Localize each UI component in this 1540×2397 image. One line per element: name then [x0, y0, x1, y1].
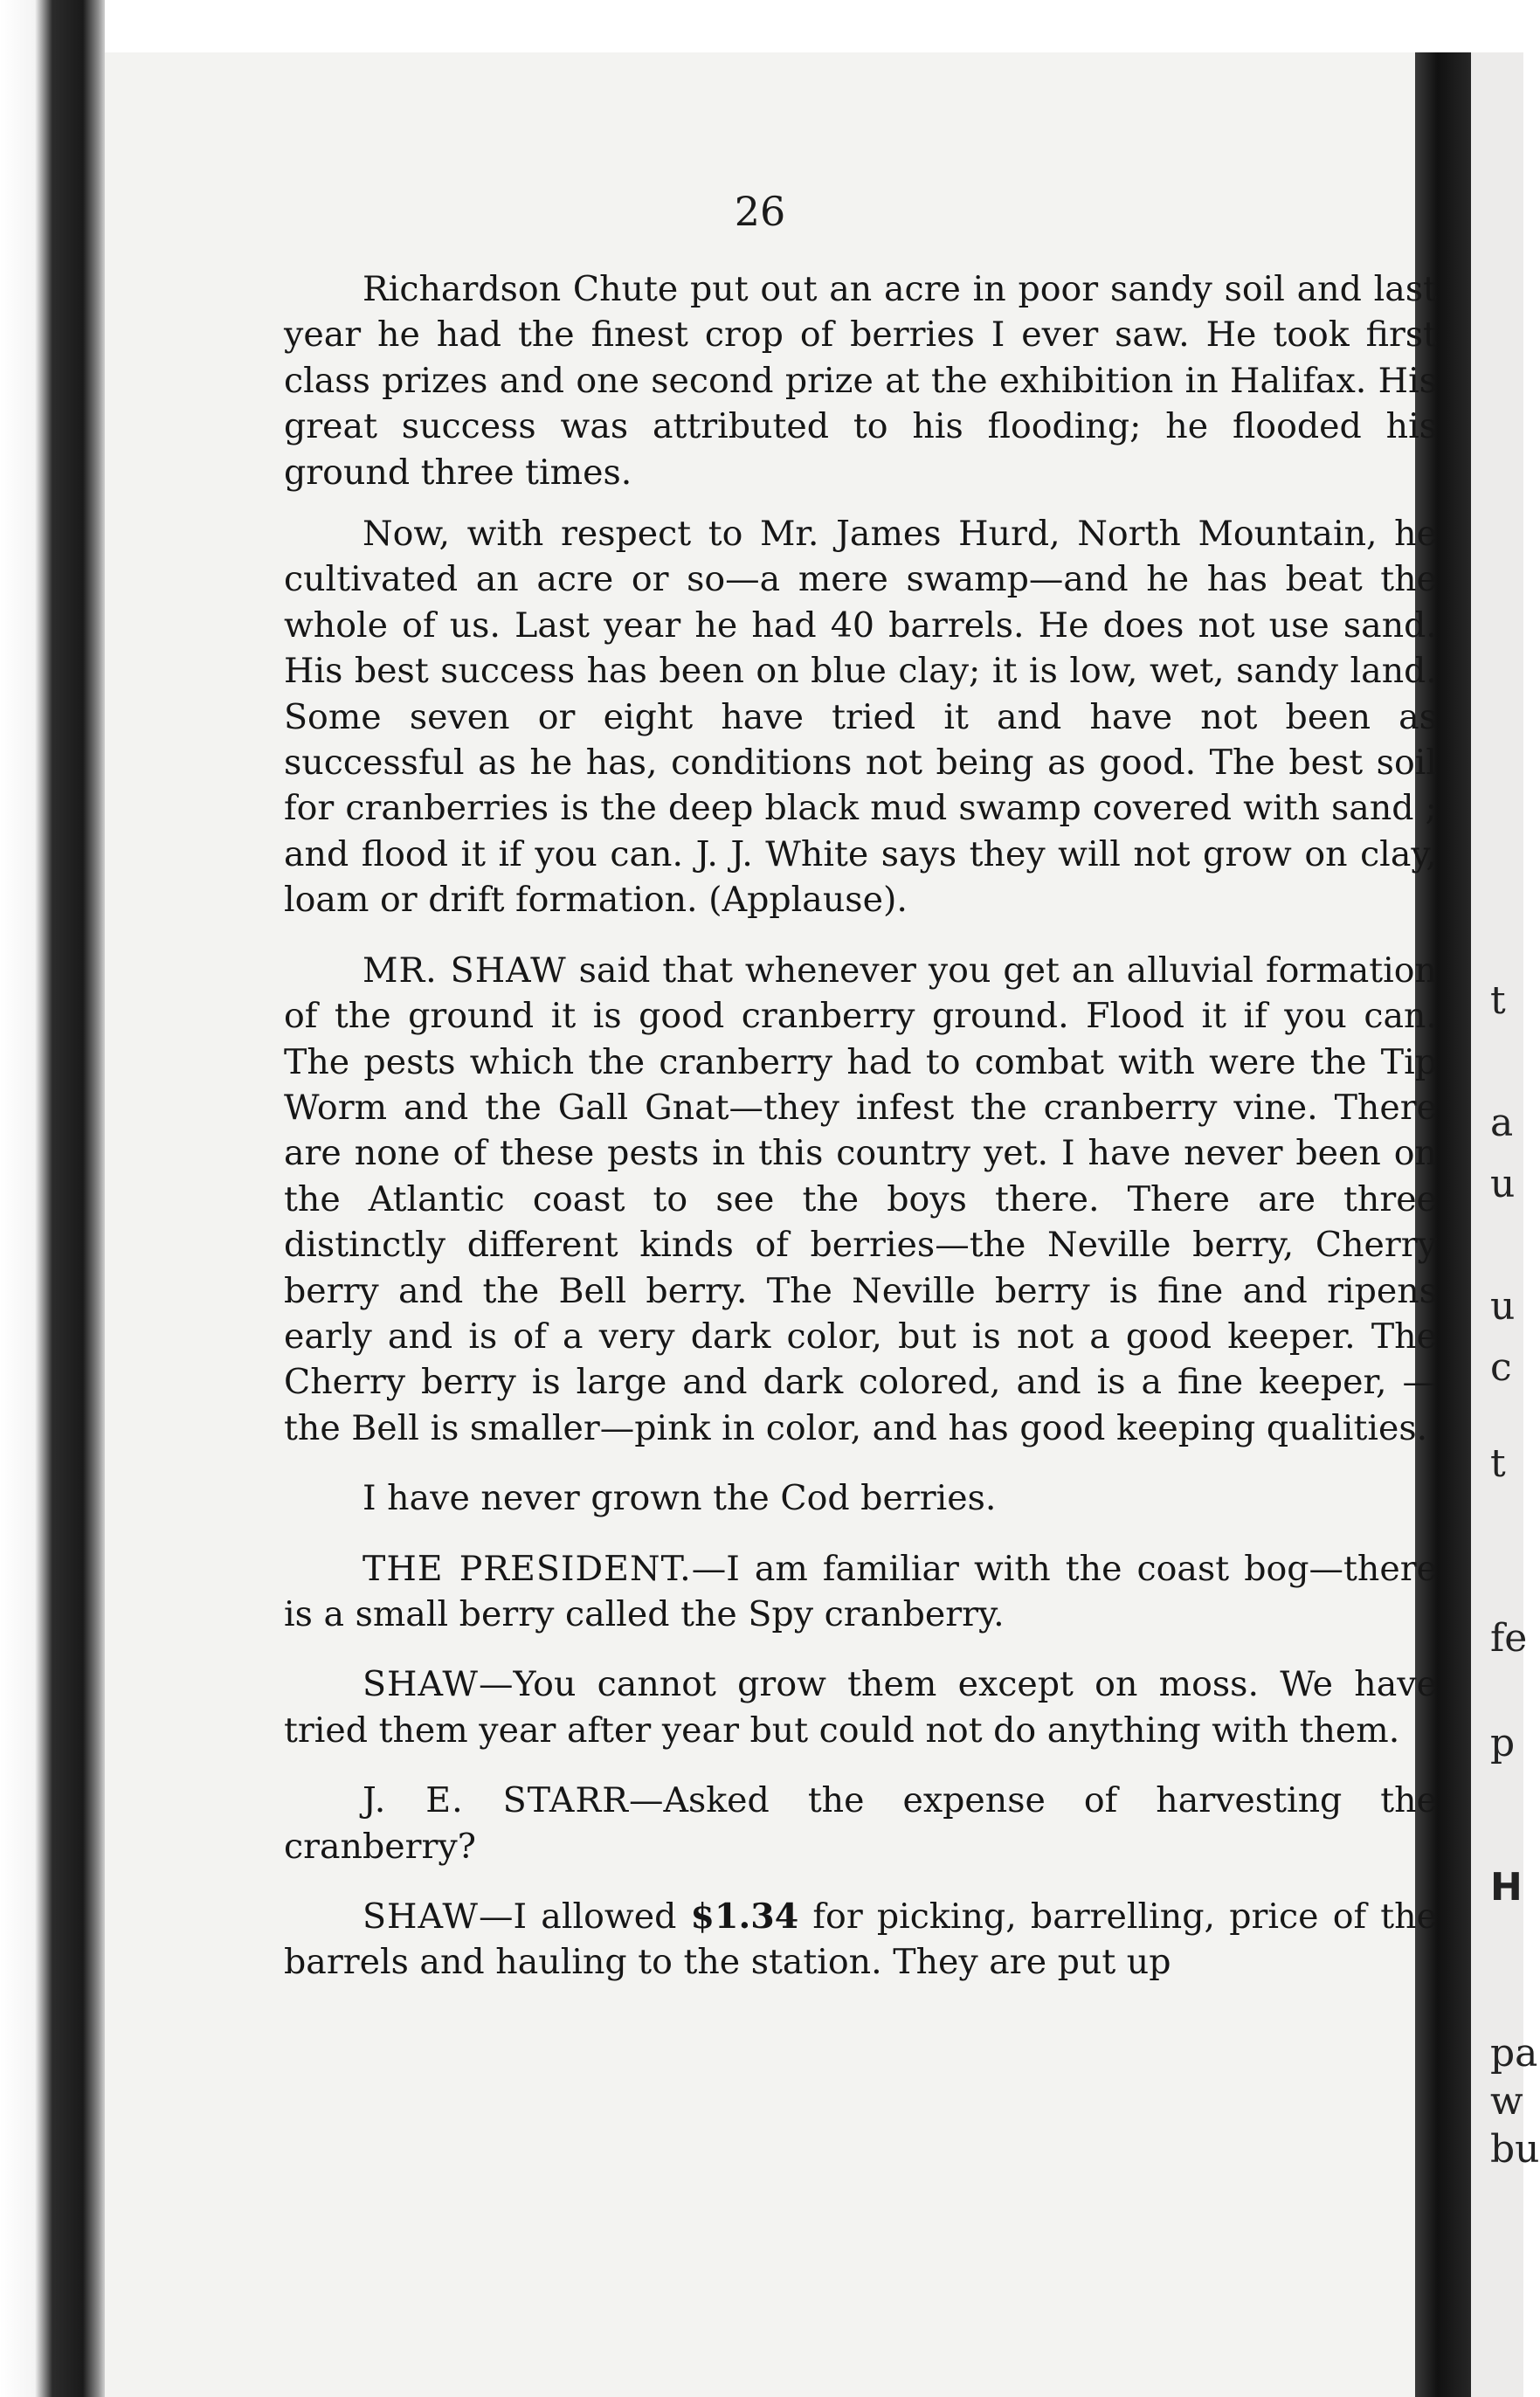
adjacent-page-fragment: fe [1490, 1616, 1528, 1661]
book-page [105, 52, 1437, 2397]
speaker-name: MR. SHAW [363, 950, 567, 991]
paragraph-chute: Richardson Chute put out an acre in poor sandy soil and last year he had the finest crop of berries I ever saw. He took first class prizes and one second prize at the exhibition in Halifax. His great success was attributed to his flooding; he flooded his ground three times. [284, 269, 1437, 493]
paragraph-text: —You cannot grow them except on moss. We have tried them year after year but could not do anything with them. [284, 1664, 1437, 1751]
paragraph-hurd: Now, with respect to Mr. James Hurd, North Mountain, he cultivated an acre or so—a mere swamp—and he has beat the whole of us. Last year he had 40 barrels. He does not use sand. His best success has been on blue clay; it is low, wet, sandy land. Some seven or eight have tried it and have not been as successful as he has, conditions not being as good. The best soil for cranberries is the deep black mud swamp covered with sand ; and flood it if you can. J. J. White says they will not grow on clay, loam or drift formation. (Applause). [284, 514, 1437, 921]
paragraph-starr [284, 1778, 1437, 1869]
paragraph-shaw-moss [284, 1661, 1437, 1753]
adjacent-page-fragment: u [1490, 1284, 1516, 1329]
adjacent-page-fragment: u [1490, 1162, 1516, 1206]
paragraph-shaw-alluvial [284, 948, 1437, 1451]
speaker-name: SHAW [363, 1896, 480, 1937]
paragraph-text: for picking, barrelling, price of the barrels and hauling to the station. They are put up [284, 1896, 1437, 1983]
adjacent-page-fragment: bu [1490, 2127, 1540, 2172]
adjacent-page-fragment: pa [1490, 2031, 1538, 2076]
harvest-cost-amount: $1.34 [690, 1896, 799, 1937]
speaker-name: SHAW [363, 1664, 480, 1705]
paragraph-text: —I am familiar with the coast bog—there is a small berry called the Spy cranberry. [284, 1548, 1437, 1634]
scan-top-margin [0, 0, 1523, 54]
paragraph-cod-berries: I have never grown the Cod berries. [363, 1478, 997, 1519]
adjacent-page-edge [1471, 52, 1540, 2397]
paragraph-text: said that whenever you get an alluvial formation of the ground it is good cranberry ground. Flood it if you can. The pests which the cranberry had to combat with were the Tip Worm and the Gall Gnat—they infest the cranberry vine. There are none of these pests in this country yet. I have never been on the Atlantic coast to see the boys there. There are three distinctly different kinds of berries—the Neville berry, Cherry berry and the Bell berry. The Neville berry is fine and ripens early and is of a very dark color, but is not a good keeper. The Cherry berry is large and dark colored, and is a fine keeper, —the Bell is smaller—pink in color, and has good keeping qualities. [284, 950, 1437, 1448]
adjacent-page-fragment: a [1490, 1101, 1514, 1145]
adjacent-page-fragment: p [1490, 1721, 1516, 1765]
page-body [284, 266, 1437, 1986]
adjacent-page-fragment: t [1490, 1441, 1506, 1486]
speaker-name: THE PRESIDENT. [363, 1548, 692, 1589]
adjacent-page-fragment: t [1490, 978, 1506, 1023]
paragraph-text: —I allowed [479, 1896, 691, 1937]
adjacent-page-fragment: w [1490, 2079, 1523, 2124]
book-spine-edge [0, 0, 105, 2397]
adjacent-page-fragment: c [1490, 1345, 1512, 1390]
paragraph-shaw-expense [284, 1894, 1437, 1986]
speaker-name: J. E. STARR [363, 1780, 629, 1821]
paragraph-text: —Asked the expense of harvesting the cranberry? [284, 1780, 1437, 1867]
page-number: 26 [734, 188, 786, 235]
paragraph-president [284, 1546, 1437, 1638]
adjacent-page-fragment: H [1490, 1865, 1523, 1910]
